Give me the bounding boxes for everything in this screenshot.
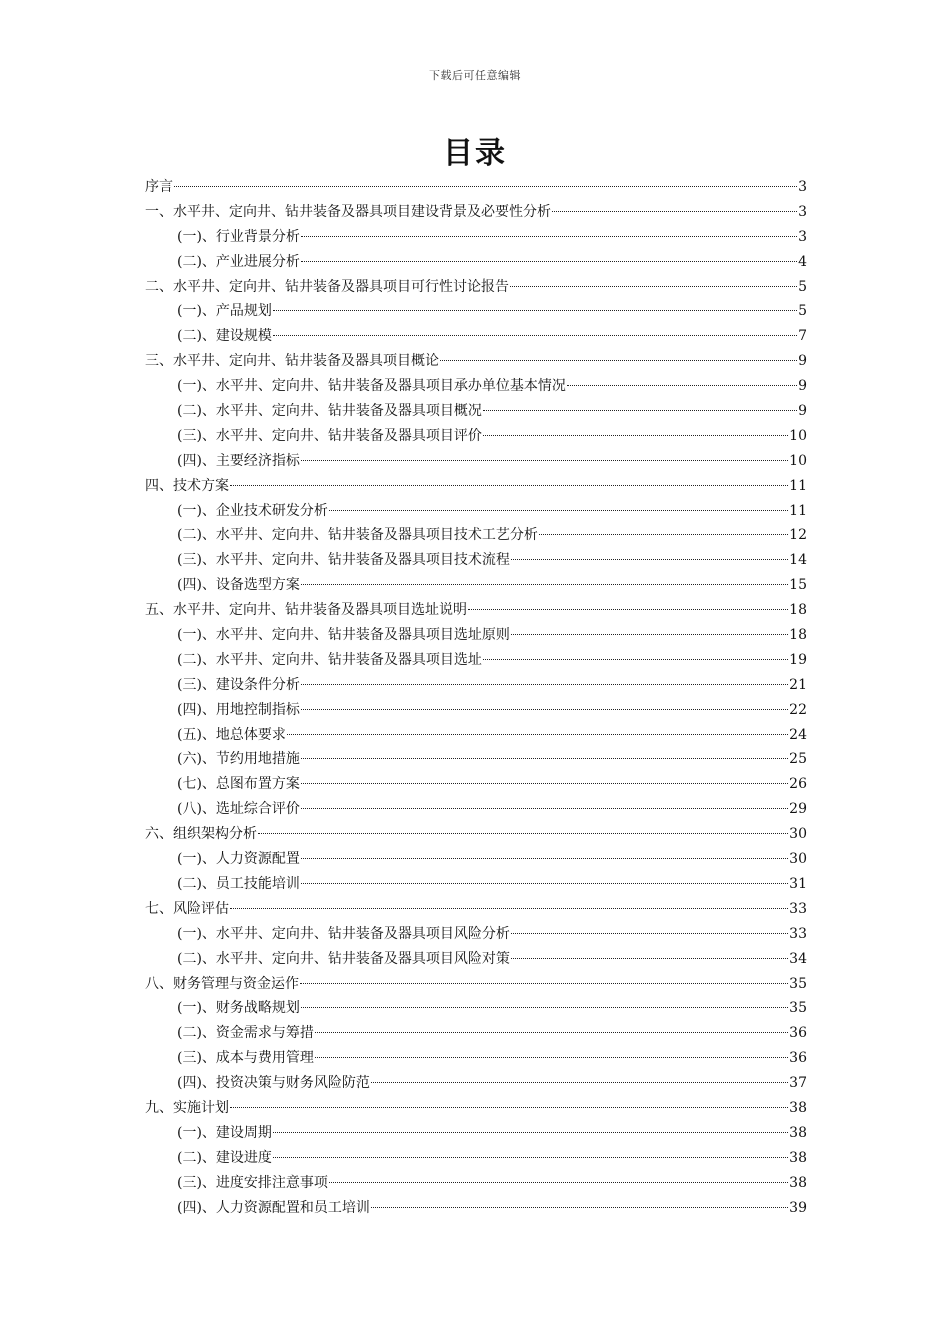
toc-leader-dots: [511, 559, 788, 560]
toc-leader-dots: [315, 1032, 788, 1033]
toc-entry-page: 9: [798, 378, 807, 395]
toc-entry-label: 二、水平井、定向井、钻井装备及器具项目可行性讨论报告: [145, 278, 509, 295]
toc-entry-label: (三)、建设条件分析: [177, 676, 300, 693]
toc-entry-label: (二)、产业进展分析: [177, 253, 300, 270]
toc-entry-label: (二)、水平井、定向井、钻井装备及器具项目技术工艺分析: [177, 527, 538, 544]
toc-entry[interactable]: [145, 947, 807, 972]
toc-leader-dots: [301, 758, 788, 759]
toc-entry[interactable]: [145, 374, 807, 399]
toc-entry-page: 33: [789, 900, 807, 917]
toc-entry-label: (二)、建设进度: [177, 1149, 272, 1166]
toc-entry[interactable]: [145, 922, 807, 947]
toc-entry-page: 35: [789, 975, 807, 992]
toc-entry-page: 24: [789, 726, 807, 743]
toc-entry[interactable]: [145, 225, 807, 250]
toc-entry[interactable]: [145, 324, 807, 349]
toc-leader-dots: [230, 485, 788, 486]
toc-entry-page: 37: [789, 1075, 807, 1092]
page-title: 目录: [443, 136, 507, 171]
toc-entry[interactable]: [145, 275, 807, 300]
toc-entry-label: (一)、水平井、定向井、钻井装备及器具项目选址原则: [177, 627, 510, 644]
toc-entry-page: 5: [798, 278, 807, 295]
toc-entry[interactable]: [145, 723, 807, 748]
toc-entry-label: (一)、财务战略规划: [177, 1000, 300, 1017]
toc-entry[interactable]: [145, 399, 807, 424]
toc-entry-page: 38: [789, 1099, 807, 1116]
toc-entry-page: 33: [789, 925, 807, 942]
toc-entry-label: (二)、员工技能培训: [177, 875, 300, 892]
toc-entry-label: (四)、用地控制指标: [177, 701, 300, 718]
toc-entry-label: 一、水平井、定向井、钻井装备及器具项目建设背景及必要性分析: [145, 203, 551, 220]
toc-entry-page: 3: [798, 179, 807, 195]
toc-entry[interactable]: [145, 424, 807, 449]
toc-leader-dots: [273, 335, 797, 336]
toc-entry-label: (一)、产品规划: [177, 303, 272, 320]
toc-entry[interactable]: [145, 523, 807, 548]
toc-entry-page: 19: [789, 651, 807, 668]
toc-entry-label: (二)、水平井、定向井、钻井装备及器具项目选址: [177, 651, 482, 668]
toc-leader-dots: [301, 1007, 788, 1008]
toc-leader-dots: [230, 908, 788, 909]
toc-entry-page: 12: [789, 527, 807, 544]
table-of-contents: [145, 175, 807, 1220]
toc-entry[interactable]: [145, 573, 807, 598]
toc-leader-dots: [174, 186, 797, 187]
toc-entry-label: (二)、水平井、定向井、钻井装备及器具项目风险对策: [177, 950, 510, 967]
toc-entry-label: (四)、设备选型方案: [177, 577, 300, 594]
toc-leader-dots: [371, 1207, 788, 1208]
toc-entry-page: 5: [798, 303, 807, 320]
toc-entry-label: (二)、水平井、定向井、钻井装备及器具项目概况: [177, 403, 482, 420]
toc-entry[interactable]: [145, 1046, 807, 1071]
toc-leader-dots: [511, 958, 788, 959]
toc-entry-page: 35: [789, 1000, 807, 1017]
toc-entry-page: 38: [789, 1124, 807, 1141]
toc-entry[interactable]: [145, 175, 807, 200]
toc-entry-page: 3: [798, 228, 807, 245]
toc-entry-page: 18: [789, 627, 807, 644]
toc-leader-dots: [371, 1082, 788, 1083]
toc-entry[interactable]: [145, 1196, 807, 1221]
toc-entry[interactable]: [145, 872, 807, 897]
toc-entry-page: 14: [789, 552, 807, 569]
toc-entry[interactable]: [145, 1096, 807, 1121]
toc-entry[interactable]: [145, 474, 807, 499]
toc-entry-label: (四)、主要经济指标: [177, 452, 300, 469]
toc-leader-dots: [301, 261, 797, 262]
toc-entry[interactable]: [145, 623, 807, 648]
toc-entry[interactable]: [145, 1146, 807, 1171]
toc-leader-dots: [301, 808, 788, 809]
toc-leader-dots: [315, 1057, 788, 1058]
toc-entry[interactable]: [145, 673, 807, 698]
toc-entry-label: (三)、水平井、定向井、钻井装备及器具项目评价: [177, 427, 482, 444]
toc-leader-dots: [301, 460, 788, 461]
toc-entry[interactable]: [145, 698, 807, 723]
toc-entry-label: (一)、水平井、定向井、钻井装备及器具项目风险分析: [177, 925, 510, 942]
toc-entry-label: 七、风险评估: [145, 900, 229, 917]
toc-leader-dots: [301, 236, 797, 237]
toc-entry-label: (三)、进度安排注意事项: [177, 1174, 328, 1191]
toc-entry-page: 25: [789, 751, 807, 768]
toc-entry-label: (三)、成本与费用管理: [177, 1050, 314, 1067]
toc-leader-dots: [483, 435, 788, 436]
toc-entry-label: (一)、人力资源配置: [177, 851, 300, 868]
toc-entry-label: 九、实施计划: [145, 1099, 229, 1116]
toc-entry[interactable]: [145, 250, 807, 275]
toc-entry-page: 29: [789, 801, 807, 818]
toc-entry-label: (一)、行业背景分析: [177, 228, 300, 245]
toc-entry[interactable]: [145, 847, 807, 872]
toc-entry-page: 22: [789, 701, 807, 718]
toc-entry-page: 10: [789, 427, 807, 444]
toc-entry[interactable]: [145, 996, 807, 1021]
toc-entry[interactable]: [145, 1021, 807, 1046]
toc-leader-dots: [510, 286, 797, 287]
toc-leader-dots: [301, 684, 788, 685]
toc-entry-page: 15: [789, 577, 807, 594]
toc-entry-label: (四)、人力资源配置和员工培训: [177, 1199, 370, 1216]
toc-entry-label: (一)、企业技术研发分析: [177, 502, 328, 519]
toc-leader-dots: [230, 1107, 788, 1108]
toc-leader-dots: [301, 783, 788, 784]
toc-entry-label: (二)、建设规模: [177, 328, 272, 345]
toc-leader-dots: [483, 410, 797, 411]
toc-entry-page: 31: [789, 875, 807, 892]
toc-entry-label: 三、水平井、定向井、钻井装备及器具项目概论: [145, 353, 439, 370]
toc-entry-label: (五)、地总体要求: [177, 726, 286, 743]
toc-entry[interactable]: [145, 200, 807, 225]
toc-entry-label: (四)、投资决策与财务风险防范: [177, 1075, 370, 1092]
toc-leader-dots: [567, 385, 797, 386]
toc-entry-page: 9: [798, 403, 807, 420]
toc-entry-page: 36: [789, 1025, 807, 1042]
toc-entry[interactable]: [145, 648, 807, 673]
toc-entry-page: 11: [789, 477, 807, 494]
toc-entry-label: (八)、选址综合评价: [177, 801, 300, 818]
toc-entry[interactable]: [145, 548, 807, 573]
toc-leader-dots: [301, 858, 788, 859]
toc-leader-dots: [539, 534, 788, 535]
toc-entry[interactable]: [145, 822, 807, 847]
toc-entry-label: 序言: [145, 179, 173, 195]
toc-leader-dots: [301, 883, 788, 884]
toc-entry[interactable]: [145, 797, 807, 822]
toc-entry-page: 30: [789, 826, 807, 843]
toc-entry-page: 7: [798, 328, 807, 345]
toc-entry-page: 11: [789, 502, 807, 519]
toc-entry-page: 18: [789, 602, 807, 619]
toc-entry-label: (二)、资金需求与筹措: [177, 1025, 314, 1042]
toc-leader-dots: [273, 1132, 788, 1133]
toc-entry[interactable]: [145, 1071, 807, 1096]
toc-leader-dots: [483, 659, 788, 660]
toc-entry-label: (一)、建设周期: [177, 1124, 272, 1141]
toc-entry-page: 38: [789, 1174, 807, 1191]
toc-entry[interactable]: [145, 449, 807, 474]
toc-leader-dots: [511, 634, 788, 635]
toc-entry-page: 4: [798, 253, 807, 270]
toc-entry-label: (六)、节约用地措施: [177, 751, 300, 768]
toc-leader-dots: [301, 709, 788, 710]
toc-entry[interactable]: [145, 747, 807, 772]
toc-leader-dots: [511, 933, 788, 934]
toc-entry-label: 四、技术方案: [145, 477, 229, 494]
toc-entry-label: (三)、水平井、定向井、钻井装备及器具项目技术流程: [177, 552, 510, 569]
toc-entry[interactable]: [145, 1121, 807, 1146]
toc-entry-label: 八、财务管理与资金运作: [145, 975, 299, 992]
toc-entry-label: (七)、总图布置方案: [177, 776, 300, 793]
toc-leader-dots: [273, 310, 797, 311]
toc-entry-page: 9: [798, 353, 807, 370]
toc-leader-dots: [287, 734, 788, 735]
toc-entry-page: 38: [789, 1149, 807, 1166]
toc-entry-page: 26: [789, 776, 807, 793]
toc-leader-dots: [440, 360, 797, 361]
toc-leader-dots: [258, 833, 788, 834]
toc-leader-dots: [301, 584, 788, 585]
toc-leader-dots: [300, 983, 788, 984]
toc-entry-page: 39: [789, 1199, 807, 1216]
toc-leader-dots: [552, 211, 797, 212]
toc-entry-label: 六、组织架构分析: [145, 826, 257, 843]
toc-entry-page: 30: [789, 851, 807, 868]
toc-entry-page: 3: [798, 203, 807, 220]
toc-entry-page: 34: [789, 950, 807, 967]
toc-leader-dots: [329, 1182, 788, 1183]
toc-entry-page: 10: [789, 452, 807, 469]
toc-entry[interactable]: [145, 499, 807, 524]
toc-entry-label: 五、水平井、定向井、钻井装备及器具项目选址说明: [145, 602, 467, 619]
toc-entry[interactable]: [145, 598, 807, 623]
toc-entry-page: 36: [789, 1050, 807, 1067]
toc-entry[interactable]: [145, 349, 807, 374]
toc-entry[interactable]: [145, 1171, 807, 1196]
toc-entry[interactable]: [145, 897, 807, 922]
toc-leader-dots: [468, 609, 788, 610]
toc-entry[interactable]: [145, 772, 807, 797]
toc-entry-page: 21: [789, 676, 807, 693]
header-note: 下载后可任意编辑: [429, 69, 521, 82]
toc-entry[interactable]: [145, 972, 807, 997]
toc-entry-label: (一)、水平井、定向井、钻井装备及器具项目承办单位基本情况: [177, 378, 566, 395]
toc-entry[interactable]: [145, 299, 807, 324]
toc-leader-dots: [273, 1157, 788, 1158]
toc-leader-dots: [329, 510, 788, 511]
